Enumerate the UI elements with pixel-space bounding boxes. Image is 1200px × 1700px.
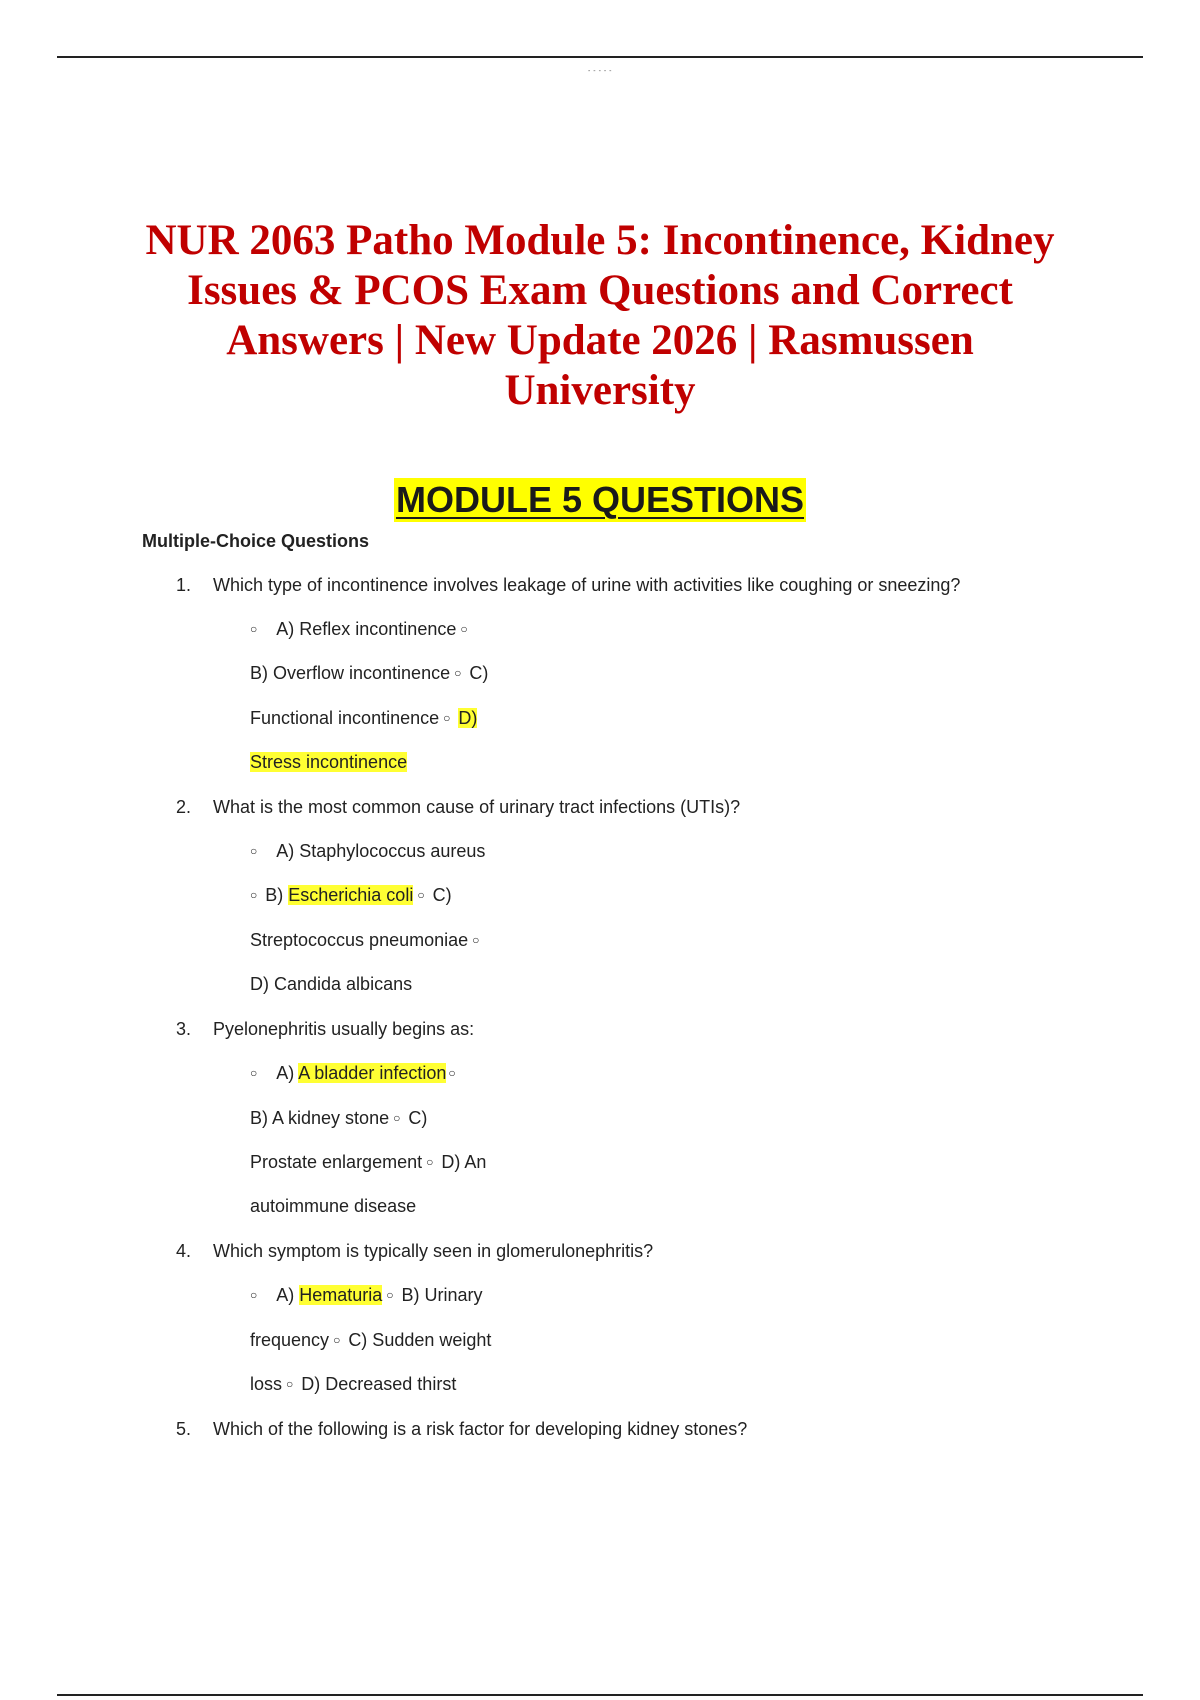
q1-line-2 — [250, 661, 488, 685]
question-number: 5. — [176, 1419, 192, 1439]
correct-answer-highlight: Stress incontinence — [250, 752, 408, 772]
option-text: A) — [276, 1285, 300, 1305]
option-text: B) Urinary — [401, 1285, 483, 1305]
question-2 — [176, 795, 740, 819]
bullet-icon: ○ — [472, 933, 480, 947]
correct-answer-highlight: Escherichia coli — [288, 885, 414, 905]
bullet-icon: ○ — [250, 1288, 258, 1302]
option-text: Functional incontinence — [250, 708, 440, 728]
q2-line-2 — [250, 883, 452, 907]
correct-answer-highlight: A bladder infection — [298, 1063, 447, 1083]
question-number: 1. — [176, 575, 192, 595]
q1-line-3 — [250, 706, 477, 730]
section-heading — [0, 478, 1200, 522]
question-text: What is the most common cause of urinary tract infections (UTIs)? — [213, 797, 741, 817]
q3-line-1 — [250, 1061, 456, 1085]
q3-line-4 — [250, 1194, 416, 1218]
q4-line-3 — [250, 1372, 456, 1396]
question-number: 2. — [176, 797, 192, 817]
option-text: A) Reflex incontinence — [276, 619, 457, 639]
header-rule — [57, 56, 1143, 58]
question-text: Which of the following is a risk factor for developing kidney stones? — [213, 1419, 748, 1439]
q2-line-4 — [250, 972, 412, 996]
bullet-icon: ○ — [286, 1377, 294, 1391]
question-3 — [176, 1017, 474, 1041]
document-title: NUR 2063 Patho Module 5: Incontinence, Kidney Issues & PCOS Exam Questions and Correct Answers | New Update 2026 | Rasmussen University — [145, 217, 1055, 414]
q4-line-2 — [250, 1328, 491, 1352]
option-text: C) Sudden weight — [348, 1330, 492, 1350]
option-text: D) Decreased thirst — [301, 1374, 457, 1394]
bullet-icon: ○ — [250, 622, 258, 636]
bullet-icon: ○ — [426, 1155, 434, 1169]
bullet-icon: ○ — [250, 1066, 258, 1080]
header-mark: - - - - - — [588, 68, 612, 75]
bullet-icon: ○ — [448, 1066, 456, 1080]
option-text: D) Candida albicans — [250, 974, 413, 994]
bullet-icon: ○ — [250, 844, 258, 858]
question-number: 4. — [176, 1241, 192, 1261]
bullet-icon: ○ — [393, 1111, 401, 1125]
bullet-icon: ○ — [454, 666, 462, 680]
option-text: C) — [469, 663, 489, 683]
bullet-icon: ○ — [443, 711, 451, 725]
option-text: B) Overflow incontinence — [250, 663, 451, 683]
option-text: autoimmune disease — [250, 1196, 417, 1216]
q4-line-1 — [250, 1283, 483, 1307]
bullet-icon: ○ — [250, 888, 258, 902]
question-text: Which type of incontinence involves leakage of urine with activities like coughing or sneezing? — [213, 575, 961, 595]
question-text: Pyelonephritis usually begins as: — [213, 1019, 475, 1039]
option-text: loss — [250, 1374, 283, 1394]
option-text: frequency — [250, 1330, 330, 1350]
question-1 — [176, 573, 960, 597]
bullet-icon: ○ — [333, 1333, 341, 1347]
footer-rule — [57, 1694, 1143, 1696]
q2-line-3 — [250, 928, 487, 952]
option-text: B) A kidney stone — [250, 1108, 390, 1128]
q1-line-4 — [250, 750, 407, 774]
question-number: 3. — [176, 1019, 192, 1039]
option-text: B) — [265, 885, 289, 905]
option-text: A) — [276, 1063, 299, 1083]
option-text: C) — [408, 1108, 428, 1128]
question-text: Which symptom is typically seen in glomerulonephritis? — [213, 1241, 654, 1261]
option-text: A) Staphylococcus aureus — [276, 841, 486, 861]
question-5 — [176, 1417, 747, 1441]
bullet-icon: ○ — [460, 622, 468, 636]
correct-answer-highlight: Hematuria — [299, 1285, 383, 1305]
correct-answer-highlight: D) — [458, 708, 478, 728]
q2-line-1 — [250, 839, 485, 863]
option-text: Streptococcus pneumoniae — [250, 930, 469, 950]
bullet-icon: ○ — [386, 1288, 394, 1302]
option-text: C) — [432, 885, 452, 905]
option-text: D) An — [441, 1152, 487, 1172]
subheading: Multiple-Choice Questions — [142, 531, 370, 551]
q1-line-1 — [250, 617, 476, 641]
section-heading-text: MODULE 5 QUESTIONS — [395, 479, 805, 520]
q3-line-2 — [250, 1106, 427, 1130]
question-4 — [176, 1239, 653, 1263]
q3-line-3 — [250, 1150, 486, 1174]
option-text: Prostate enlargement — [250, 1152, 423, 1172]
bullet-icon: ○ — [417, 888, 425, 902]
